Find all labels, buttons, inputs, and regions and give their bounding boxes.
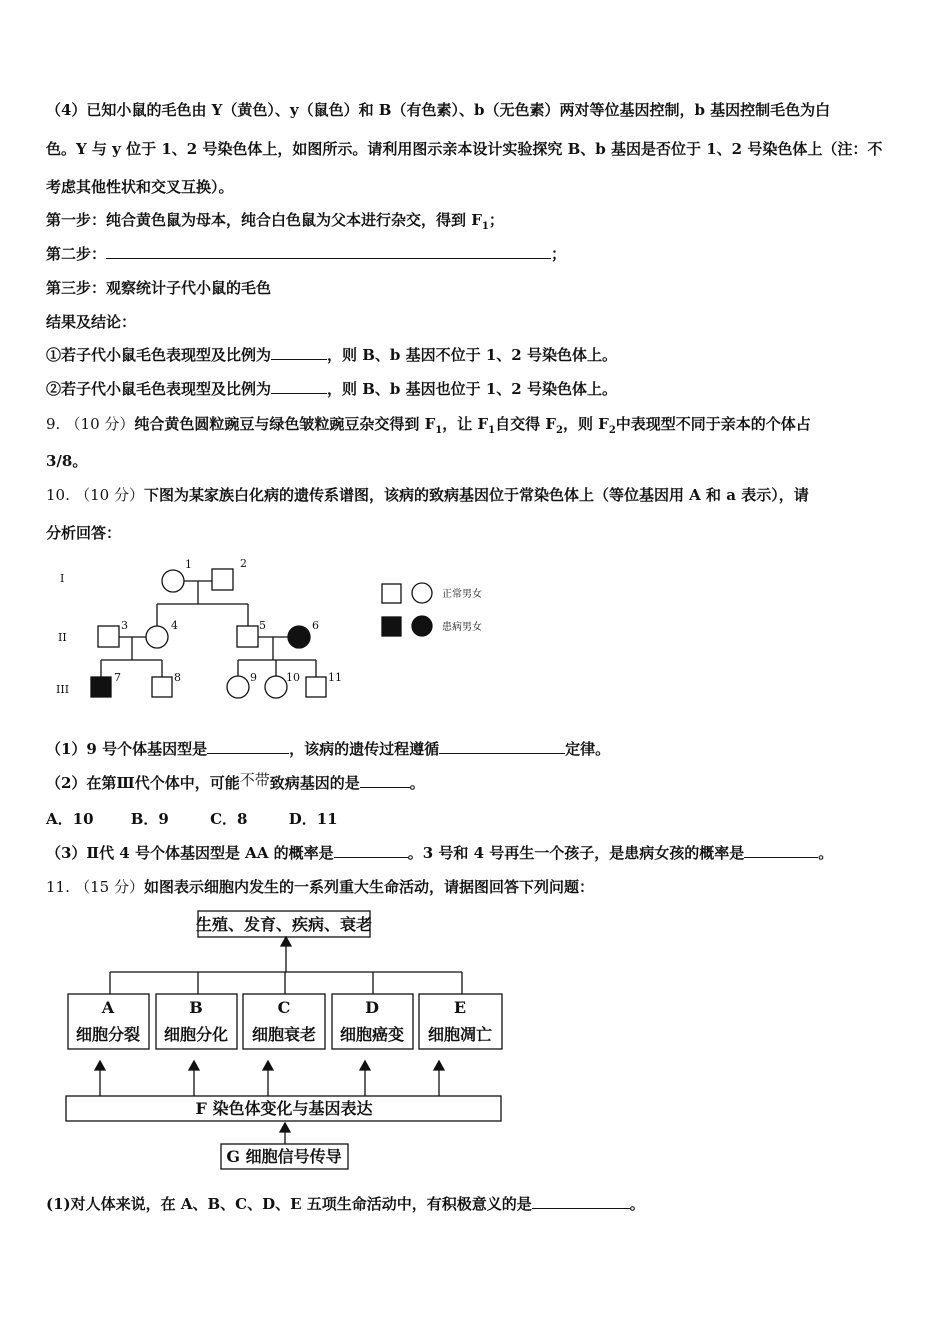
- box-e-letter: E: [453, 998, 467, 1017]
- q8-step1: [46, 210, 504, 237]
- q9-sub3: 2: [555, 425, 563, 436]
- option-a[interactable]: A．10: [46, 810, 94, 828]
- q10-sub2-blank[interactable]: [360, 773, 410, 788]
- box-c-letter: C: [277, 998, 291, 1017]
- individual-11: [306, 677, 326, 697]
- q8-para-line1: （4）已知小鼠的毛色由 Y（黄色）、y（鼠色）和 B（有色素）、b（无色素）两对等位基因控制，b 基因控制毛色为白: [46, 101, 831, 119]
- q8-r2-text-b: ，则 B、b 基因也位于 1、2 号染色体上。: [327, 380, 617, 398]
- box-c-label: 细胞衰老: [251, 1025, 317, 1044]
- q10-sub1-blank1[interactable]: [207, 739, 289, 754]
- label-3: 3: [121, 619, 128, 632]
- individual-1: [162, 570, 184, 592]
- legend-affected-label: 患病男女: [442, 622, 482, 633]
- option-b[interactable]: B．9: [130, 810, 169, 828]
- label-10: 10: [286, 671, 300, 684]
- q9-sub2: 1: [488, 425, 496, 436]
- q8-result-2: [46, 379, 617, 399]
- q11-number: 11.: [46, 878, 70, 896]
- q8-step2-label: 第二步：: [46, 245, 107, 263]
- q10-sub3-blank1[interactable]: [334, 843, 408, 858]
- q10-sub1-a: （1）9 号个体基因型是: [46, 740, 208, 758]
- q8-result-heading: 结果及结论：: [46, 313, 137, 331]
- q9-sub4: 2: [608, 425, 616, 436]
- label-8: 8: [174, 671, 181, 684]
- option-d[interactable]: D．11: [288, 810, 338, 828]
- box-a-label: 细胞分裂: [75, 1025, 141, 1044]
- label-4: 4: [171, 619, 178, 632]
- q10-sub2: [46, 773, 425, 793]
- q10-sub3-c: 。: [818, 844, 834, 862]
- q8-r2-blank[interactable]: [271, 379, 327, 394]
- gen-label-1: I: [60, 572, 65, 585]
- box-d-letter: D: [365, 998, 379, 1017]
- q10-sub2-c: 致病基因的是: [269, 774, 360, 792]
- individual-8: [152, 677, 172, 697]
- box-b-label: 细胞分化: [163, 1025, 229, 1044]
- q10-sub2-b: 不带: [239, 771, 270, 789]
- q10-line2: 分析回答：: [46, 524, 122, 542]
- pedigree-chart: [40, 555, 520, 705]
- label-9: 9: [250, 671, 257, 684]
- box-d-label: 细胞癌变: [339, 1025, 405, 1044]
- q10-text1: 下图为某家族白化病的遗传系谱图，该病的致病基因位于常染色体上（等位基因用 A 和 a 表示），请: [143, 486, 809, 504]
- legend-normal-female: [412, 583, 432, 603]
- q10-sub3-b: 。3 号和 4 号再生一个孩子，是患病女孩的概率是: [407, 844, 745, 862]
- q9-score: （10 分）: [65, 415, 135, 433]
- q10-number: 10.: [46, 486, 70, 504]
- label-7: 7: [114, 671, 121, 684]
- gen-label-2: II: [58, 631, 67, 644]
- individual-2: [212, 569, 233, 590]
- q8-result-1: [46, 345, 617, 365]
- q8-step2: [46, 244, 566, 264]
- q11-sub1-b: 。: [629, 1195, 645, 1213]
- q8-step1-end: ；: [488, 211, 504, 229]
- individual-6: [288, 626, 310, 648]
- q10-sub3-blank2[interactable]: [744, 843, 818, 858]
- individual-4: [146, 626, 168, 648]
- q10-sub3: [46, 843, 833, 863]
- individual-10: [265, 676, 287, 698]
- q9-line1: [46, 414, 811, 441]
- q10-sub1: [46, 739, 610, 759]
- individual-7: [91, 677, 111, 697]
- q11-line1: [46, 877, 594, 897]
- q10-sub2-a: （2）在第Ⅲ代个体中，可能: [46, 774, 240, 792]
- q10-sub1-c: 定律。: [565, 740, 611, 758]
- q11-sub1: [46, 1194, 645, 1214]
- q11-text: 如图表示细胞内发生的一系列重大生命活动，请据图回答下列问题：: [143, 878, 594, 896]
- box-b-letter: B: [189, 998, 203, 1017]
- q9-answer: 3/8。: [46, 452, 88, 470]
- q9-text-a: 纯合黄色圆粒豌豆与绿色皱粒豌豆杂交得到 F: [134, 415, 436, 433]
- q10-sub2-d: 。: [409, 774, 425, 792]
- individual-3: [98, 626, 119, 647]
- legend-affected-female: [412, 616, 432, 636]
- q8-step2-blank[interactable]: [106, 244, 551, 259]
- label-1: 1: [185, 558, 192, 571]
- legend-affected-male: [382, 617, 401, 636]
- box-e-label: 细胞凋亡: [427, 1025, 493, 1044]
- q8-para-line2: 色。Y 与 y 位于 1、2 号染色体上，如图所示。请利用图示亲本设计实验探究 B、b 基因是否位于 1、2 号染色体上（注：不: [46, 140, 883, 158]
- q11-score: （15 分）: [75, 878, 144, 896]
- individual-9: [227, 676, 249, 698]
- q10-options: [46, 809, 338, 829]
- q9-number: 9.: [46, 415, 61, 433]
- q11-sub1-a: (1)对人体来说，在 A、B、C、D、E 五项生命活动中，有积极意义的是: [46, 1195, 532, 1213]
- q8-r1-text-b: ，则 B、b 基因不位于 1、2 号染色体上。: [327, 346, 617, 364]
- q8-r1-blank[interactable]: [271, 345, 327, 360]
- q10-sub1-blank2[interactable]: [439, 739, 565, 754]
- q10-sub3-a: （3）Ⅱ代 4 号个体基因型是 AA 的概率是: [46, 844, 334, 862]
- q8-para-line3: 考虑其他性状和交叉互换）。: [46, 178, 234, 196]
- top-box-label: 生殖、发育、疾病、衰老: [195, 915, 373, 934]
- box-f-label: F 染色体变化与基因表达: [195, 1099, 373, 1118]
- label-11: 11: [328, 671, 342, 684]
- q8-step1-sub: 1: [481, 221, 489, 232]
- q8-step2-end: ；: [551, 245, 567, 263]
- q9-text-e: 中表现型不同于亲本的个体占: [615, 415, 811, 433]
- individual-5: [237, 626, 258, 647]
- legend-normal-label: 正常男女: [442, 589, 482, 600]
- option-c[interactable]: C．8: [210, 810, 248, 828]
- q11-sub1-blank[interactable]: [532, 1194, 630, 1209]
- q10-sub1-b: ，该病的遗传过程遵循: [289, 740, 440, 758]
- gen-label-3: III: [56, 683, 70, 696]
- q9-sub1: 1: [435, 425, 443, 436]
- q8-r1-text-a: ①若子代小鼠毛色表现型及比例为: [46, 346, 272, 364]
- box-a-letter: A: [101, 998, 115, 1017]
- q9-text-c: 自交得 F: [495, 415, 556, 433]
- label-2: 2: [240, 557, 247, 570]
- label-5: 5: [259, 619, 266, 632]
- legend-normal-male: [382, 584, 401, 603]
- q9-text-b: ，让 F: [442, 415, 489, 433]
- cell-activity-diagram: [60, 906, 510, 1176]
- q8-step3: 第三步：观察统计子代小鼠的毛色: [46, 279, 272, 297]
- q8-step1-text: 第一步：纯合黄色鼠为母本，纯合白色鼠为父本进行杂交，得到 F: [46, 211, 482, 229]
- q9-text-d: ，则 F: [562, 415, 609, 433]
- label-6: 6: [312, 619, 319, 632]
- q10-score: （10 分）: [75, 486, 144, 504]
- q8-r2-text-a: ②若子代小鼠毛色表现型及比例为: [46, 380, 272, 398]
- q10-line1: [46, 485, 809, 505]
- box-g-label: G 细胞信号传导: [226, 1147, 342, 1166]
